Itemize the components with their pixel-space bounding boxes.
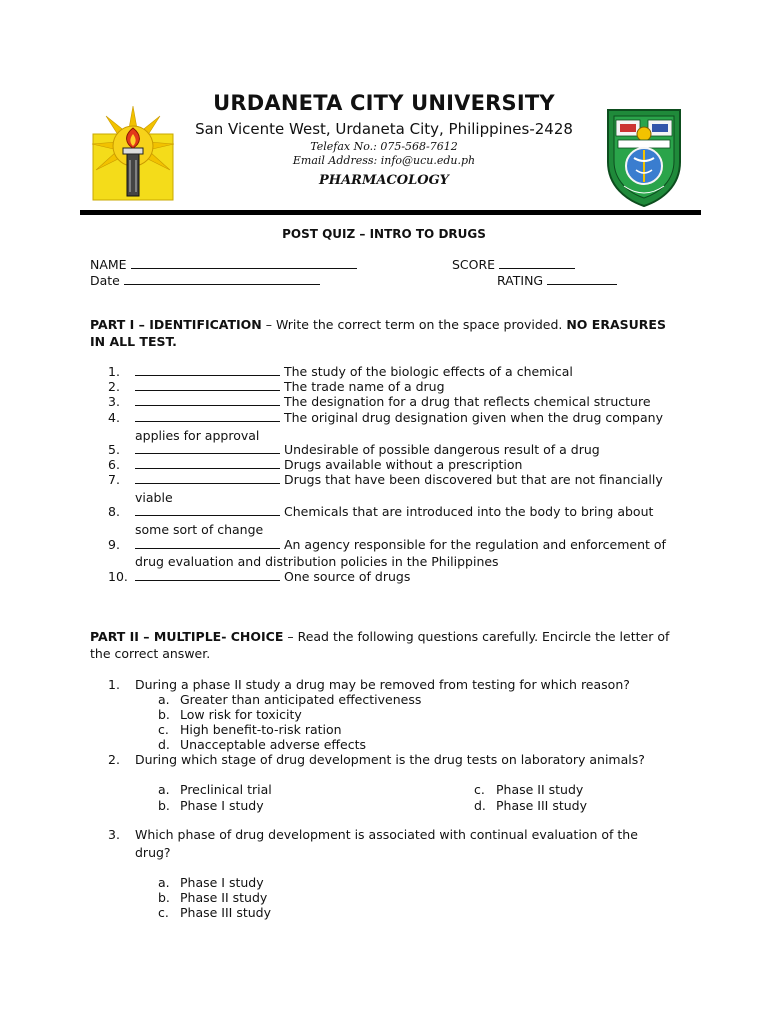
question-number: 2. xyxy=(108,752,120,767)
name-label: NAME xyxy=(90,257,127,272)
part2-instruction: – Read the following questions carefully. Encircle the letter of the correct answer. xyxy=(90,629,670,661)
question-1 xyxy=(108,677,678,693)
university-address: San Vicente West, Urdaneta City, Philippines-2428 xyxy=(195,120,573,138)
choice-q1-a[interactable]: a. Greater than anticipated effectiveness xyxy=(158,692,422,707)
list-item xyxy=(108,537,678,569)
name-field[interactable] xyxy=(90,257,357,272)
list-item xyxy=(108,472,678,505)
question-number: 1. xyxy=(108,677,120,692)
score-field[interactable] xyxy=(452,257,575,272)
date-label: Date xyxy=(90,273,120,288)
score-blank[interactable] xyxy=(499,257,575,269)
choice-q3-c[interactable]: c. Phase III study xyxy=(158,905,271,920)
quiz-title: POST QUIZ – INTRO TO DRUGS xyxy=(282,227,486,241)
question-text: During a phase II study a drug may be removed from testing for which reason? xyxy=(135,677,630,692)
item-number: 4. xyxy=(108,410,120,425)
question-3 xyxy=(108,827,678,860)
part1-instruction: – Write the correct term on the space provided. xyxy=(261,317,567,332)
item-number: 10. xyxy=(108,569,128,584)
question-text: During which stage of drug development is the drug tests on laboratory animals? xyxy=(135,752,645,767)
date-field[interactable] xyxy=(90,273,320,288)
list-item xyxy=(108,442,678,458)
rating-field[interactable] xyxy=(497,273,617,288)
question-text: Which phase of drug development is associated with continual evaluation of the xyxy=(135,827,638,842)
item-text: Drugs that have been discovered but that are not financially xyxy=(283,472,663,487)
item-text: An agency responsible for the regulation and enforcement of xyxy=(283,537,666,552)
answer-blank[interactable] xyxy=(135,379,280,391)
choice-q3-a[interactable]: a. Phase I study xyxy=(158,875,264,890)
question-continuation: drug? xyxy=(135,844,171,860)
choice-q2-d[interactable]: d. Phase III study xyxy=(474,798,587,813)
part2-instructions xyxy=(90,628,680,662)
choice-q3-b[interactable]: b. Phase II study xyxy=(158,890,268,905)
part2-heading: PART II – MULTIPLE- CHOICE xyxy=(90,629,284,644)
answer-blank[interactable] xyxy=(135,410,280,422)
answer-blank[interactable] xyxy=(135,457,280,469)
item-text: The trade name of a drug xyxy=(283,379,445,394)
date-blank[interactable] xyxy=(124,273,320,285)
item-text: One source of drugs xyxy=(283,569,411,584)
item-continuation: viable xyxy=(135,489,173,505)
rating-blank[interactable] xyxy=(547,273,617,285)
choice-q2-b[interactable]: b. Phase I study xyxy=(158,798,264,813)
item-text: Drugs available without a prescription xyxy=(283,457,523,472)
name-blank[interactable] xyxy=(131,257,357,269)
choice-q2-a[interactable]: a. Preclinical trial xyxy=(158,782,272,797)
question-2 xyxy=(108,752,678,768)
list-item xyxy=(108,394,678,410)
answer-blank[interactable] xyxy=(135,504,280,516)
rating-label: RATING xyxy=(497,273,544,288)
item-continuation: drug evaluation and distribution policies in the Philippines xyxy=(135,553,499,569)
item-number: 8. xyxy=(108,504,120,519)
list-item xyxy=(108,504,678,537)
answer-blank[interactable] xyxy=(135,442,280,454)
answer-blank[interactable] xyxy=(135,394,280,406)
part1-instructions xyxy=(90,316,680,350)
part1-emphasis: NO ERASURES IN ALL TEST. xyxy=(90,317,666,349)
item-number: 6. xyxy=(108,457,120,472)
answer-blank[interactable] xyxy=(135,364,280,376)
item-number: 7. xyxy=(108,472,120,487)
choice-q2-c[interactable]: c. Phase II study xyxy=(474,782,584,797)
item-number: 9. xyxy=(108,537,120,552)
item-text: Undesirable of possible dangerous result of a drug xyxy=(283,442,600,457)
header-divider xyxy=(80,210,701,215)
subject-title: PHARMACOLOGY xyxy=(319,173,449,188)
item-continuation: applies for approval xyxy=(135,427,260,443)
list-item xyxy=(108,457,678,473)
university-name: URDANETA CITY UNIVERSITY xyxy=(213,91,555,115)
item-number: 2. xyxy=(108,379,120,394)
choice-q1-d[interactable]: d. Unacceptable adverse effects xyxy=(158,737,367,752)
item-number: 3. xyxy=(108,394,120,409)
item-text: The designation for a drug that reflects chemical structure xyxy=(283,394,651,409)
list-item xyxy=(108,410,678,443)
item-text: The study of the biologic effects of a chemical xyxy=(283,364,573,379)
answer-blank[interactable] xyxy=(135,537,280,549)
list-item xyxy=(108,364,678,380)
telefax-line: Telefax No.: 075-568-7612 xyxy=(310,140,458,153)
item-continuation: some sort of change xyxy=(135,521,264,537)
list-item xyxy=(108,379,678,395)
part1-heading: PART I – IDENTIFICATION xyxy=(90,317,262,332)
choice-q1-c[interactable]: c. High benefit-to-risk ration xyxy=(158,722,342,737)
score-label: SCORE xyxy=(452,257,496,272)
item-number: 1. xyxy=(108,364,120,379)
answer-blank[interactable] xyxy=(135,569,280,581)
item-number: 5. xyxy=(108,442,120,457)
question-number: 3. xyxy=(108,827,120,842)
item-text: Chemicals that are introduced into the body to bring about xyxy=(283,504,654,519)
item-text: The original drug designation given when the drug company xyxy=(283,410,663,425)
email-line: Email Address: info@ucu.edu.ph xyxy=(292,154,476,167)
answer-blank[interactable] xyxy=(135,472,280,484)
list-item xyxy=(108,569,678,585)
choice-q1-b[interactable]: b. Low risk for toxicity xyxy=(158,707,302,722)
